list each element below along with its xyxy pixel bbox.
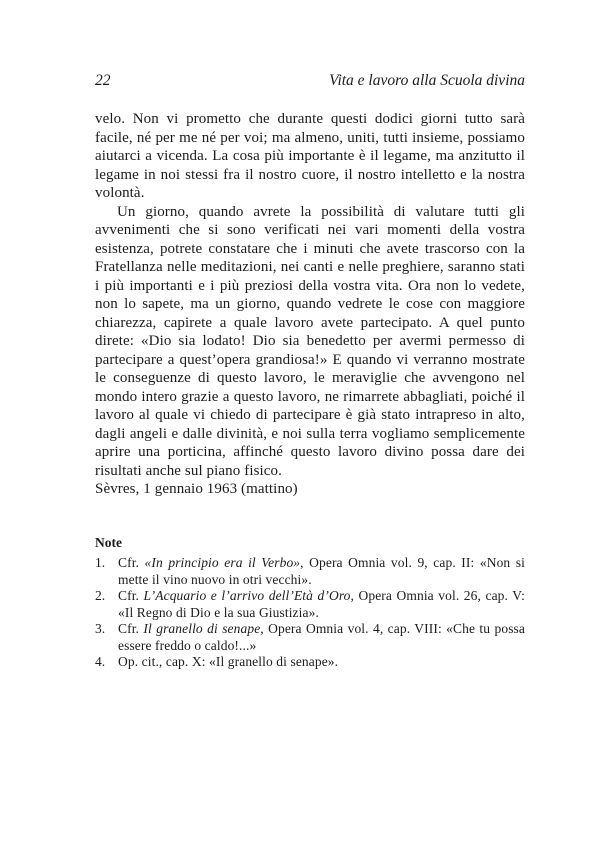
notes-heading: Note bbox=[95, 534, 122, 550]
note-number: 4. bbox=[95, 654, 106, 669]
note-number: 3. bbox=[95, 621, 106, 636]
dateline: Sèvres, 1 gennaio 1963 (mattino) bbox=[95, 481, 298, 497]
note-item bbox=[95, 654, 525, 671]
note-number: 1. bbox=[95, 555, 106, 570]
running-title: Vita e lavoro alla Scuola divina bbox=[329, 72, 525, 89]
note-text: Cfr. L’Acquario e l’arrivo dell’Età d’Oro, Opera Omnia vol. 26, cap. V: «Il Regno di Dio e la sua Giustizia». bbox=[118, 588, 525, 620]
body-paragraph-1: velo. Non vi prometto che durante questi dodici giorni tutto sarà facile, né per me né per voi; ma almeno, uniti, tutti insieme, possiamo aiutarci a vicenda. La cosa più importante è il legame, ma anzitutto il legame in noi stessi fra il nostro cuore, il nostro intelletto e la nostra volontà. bbox=[95, 111, 525, 201]
note-item bbox=[95, 588, 525, 621]
notes-section bbox=[95, 535, 525, 671]
note-number: 2. bbox=[95, 588, 106, 603]
note-item bbox=[95, 621, 525, 654]
note-text: Cfr. Il granello di senape, Opera Omnia vol. 4, cap. VIII: «Che tu possa essere freddo o caldo!...» bbox=[118, 621, 525, 653]
page-header bbox=[95, 72, 525, 89]
note-text: Cfr. «In principio era il Verbo», Opera Omnia vol. 9, cap. II: «Non si mette il vino nuovo in otri vecchi». bbox=[118, 555, 525, 587]
page-body bbox=[95, 110, 525, 499]
body-paragraph-2: Un giorno, quando avrete la possibilità di valutare tutti gli avvenimenti che si sono verificati nei vari momenti della vostra esistenza, potrete constatare che i minuti che avete trascorso con la Fratellanza nelle meditazioni, nei canti e nelle preghiere, saranno stati i più importanti e i più preziosi della vostra vita. Ora non lo vedete, non lo sapete, ma un giorno, quando vedrete le cose con maggiore chiarezza, capirete a quale lavoro avete partecipato. A quel punto direte: «Dio sia lodato! Dio sia benedetto per avermi permesso di partecipare a quest’opera grandiosa!» E quando vi verranno mostrate le conseguenze di questo lavoro, le meraviglie che avvengono nel mondo intero grazie a questo lavoro, ne rimarrete abbagliati, poiché il lavoro al quale vi chiedo di partecipare è già stato intrapreso in alto, dagli angeli e dalle divinità, e noi sulla terra vogliamo semplicemente aprire una porticina, affinché questo lavoro divino possa dare dei risultati anche sul piano fisico. bbox=[95, 203, 525, 479]
note-text: Op. cit., cap. X: «Il granello di senape». bbox=[118, 654, 339, 669]
note-item bbox=[95, 555, 525, 588]
page-number: 22 bbox=[95, 72, 111, 89]
notes-list bbox=[95, 555, 525, 671]
